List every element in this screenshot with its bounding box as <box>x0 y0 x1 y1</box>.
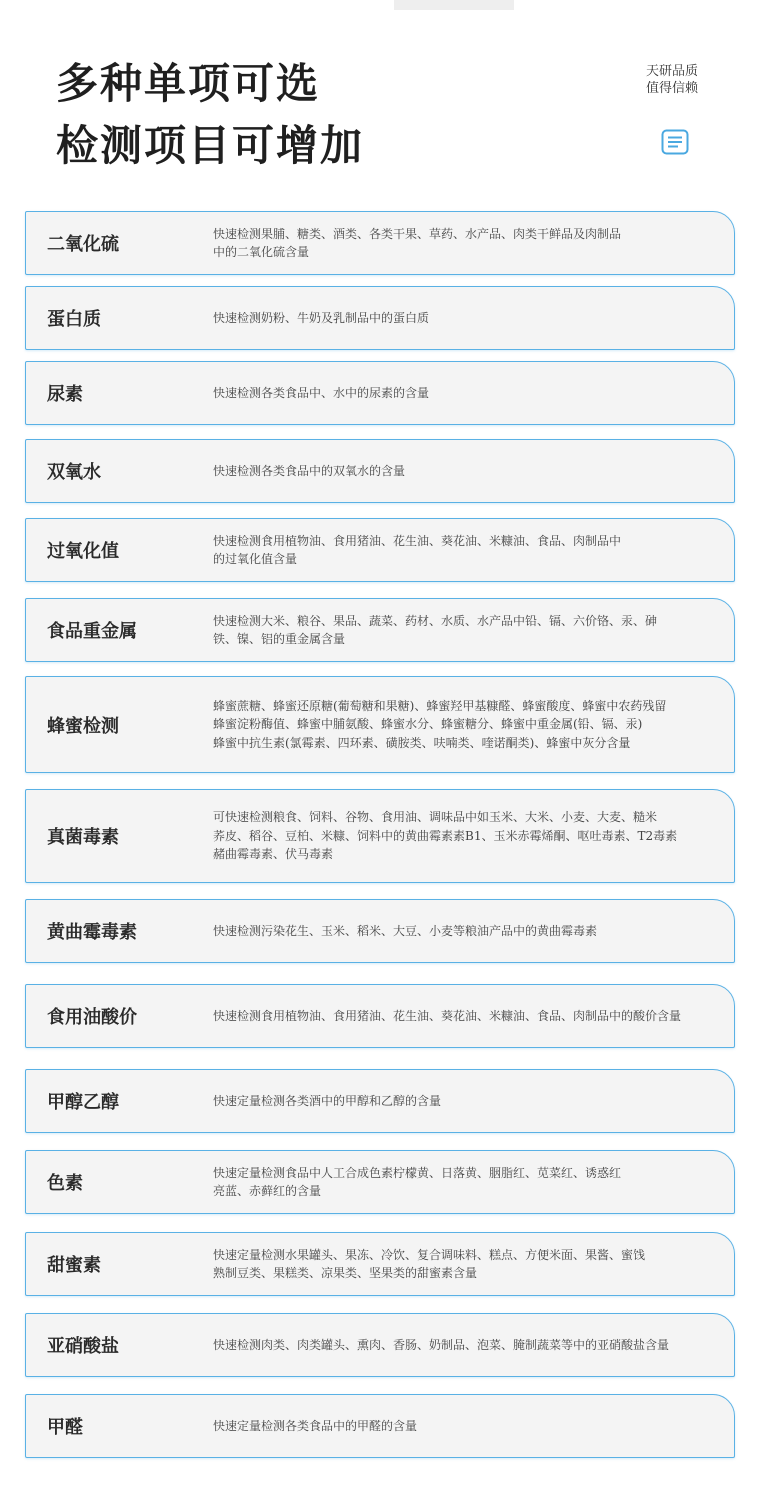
description-line: 快速检测大米、粮谷、果品、蔬菜、药材、水质、水产品中铅、镉、六价铬、汞、砷 <box>213 613 658 628</box>
test-item-card <box>25 1069 735 1133</box>
description-line: 快速检测污染花生、玉米、稻米、大豆、小麦等粮油产品中的黄曲霉毒素 <box>213 923 598 938</box>
description-line: 蜂蜜中抗生素(氯霉素、四环素、磺胺类、呋喃类、喹诺酮类)、蜂蜜中灰分含量 <box>213 735 631 750</box>
test-item-description <box>213 1007 681 1026</box>
description-line: 蜂蜜淀粉酶值、蜂蜜中脯氨酸、蜂蜜水分、蜂蜜糖分、蜂蜜中重金属(铅、镉、汞) <box>213 717 643 732</box>
test-item-name: 色素 <box>47 1173 83 1194</box>
test-item-name: 黄曲霉毒素 <box>47 922 137 943</box>
test-item-description <box>213 384 429 403</box>
test-item-card <box>25 1394 735 1458</box>
test-item-description <box>213 697 666 753</box>
test-item-card <box>25 676 735 773</box>
test-item-description <box>213 808 677 864</box>
top-tab <box>394 0 514 10</box>
description-line: 快速检测果脯、糖类、酒类、各类干果、草药、水产品、肉类干鲜品及肉制品 <box>213 226 622 241</box>
description-line: 荞皮、稻谷、豆柏、米糠、饲料中的黄曲霉素素B1、玉米赤霉烯酮、呕吐毒素、T2毒素 <box>213 828 678 843</box>
test-item-card <box>25 1232 735 1296</box>
description-line: 赭曲霉毒素、伏马毒素 <box>213 847 334 862</box>
test-item-card <box>25 1150 735 1214</box>
test-item-name: 食品重金属 <box>47 621 137 642</box>
test-item-card <box>25 899 735 963</box>
test-item-card <box>25 1313 735 1377</box>
test-item-name: 甲醛 <box>47 1417 83 1438</box>
test-item-description <box>213 225 621 262</box>
description-line: 快速检测肉类、肉类罐头、熏肉、香肠、奶制品、泡菜、腌制蔬菜等中的亚硝酸盐含量 <box>213 1337 670 1352</box>
description-line: 快速定量检测各类食品中的甲醛的含量 <box>213 1418 418 1433</box>
test-item-name: 二氧化硫 <box>47 234 119 255</box>
test-item-description <box>213 1246 645 1283</box>
description-line: 快速定量检测食品中人工合成色素柠檬黄、日落黄、胭脂红、苋菜红、诱惑红 <box>213 1165 622 1180</box>
title-line-1: 多种单项可选 <box>56 59 321 108</box>
description-line: 快速定量检测各类酒中的甲醇和乙醇的含量 <box>213 1093 442 1108</box>
description-line: 亮蓝、赤藓红的含量 <box>213 1184 322 1198</box>
test-item-name: 食用油酸价 <box>47 1007 137 1028</box>
description-line: 的过氧化值含量 <box>213 552 298 566</box>
test-item-description <box>213 922 597 941</box>
test-item-description <box>213 612 657 649</box>
test-item-name: 过氧化值 <box>47 541 119 562</box>
test-item-name: 双氧水 <box>47 462 101 483</box>
description-line: 铁、镍、铝的重金属含量 <box>213 632 346 646</box>
test-item-card <box>25 518 735 582</box>
test-item-card <box>25 598 735 662</box>
test-item-description <box>213 1417 417 1436</box>
description-line: 中的二氧化硫含量 <box>213 245 310 259</box>
test-item-name: 甜蜜素 <box>47 1255 101 1276</box>
test-item-description <box>213 1092 441 1111</box>
description-line: 快速定量检测水果罐头、果冻、冷饮、复合调味料、糕点、方便米面、果酱、蜜饯 <box>213 1247 646 1262</box>
test-item-card <box>25 286 735 350</box>
page-header <box>56 56 364 174</box>
description-line: 熟制豆类、果糕类、凉果类、坚果类的甜蜜素含量 <box>213 1266 478 1280</box>
test-item-card <box>25 789 735 883</box>
test-item-name: 亚硝酸盐 <box>47 1336 119 1357</box>
test-item-description <box>213 1164 621 1201</box>
title-line-2: 检测项目可增加 <box>56 121 365 170</box>
test-item-name: 甲醇乙醇 <box>47 1092 119 1113</box>
tagline-line-1: 天研品质 <box>646 64 699 79</box>
test-item-description <box>213 532 621 569</box>
tagline-line-2: 值得信赖 <box>646 81 699 96</box>
description-line: 可快速检测粮食、饲料、谷物、食用油、调味品中如玉米、大米、小麦、大麦、糙米 <box>213 810 658 825</box>
description-line: 快速检测各类食品中的双氧水的含量 <box>213 463 406 478</box>
menu-list-icon[interactable] <box>661 129 689 155</box>
test-item-description <box>213 462 405 481</box>
description-line: 蜂蜜蔗糖、蜂蜜还原糖(葡萄糖和果糖)、蜂蜜羟甲基糠醛、蜂蜜酸度、蜂蜜中农药残留 <box>213 698 667 713</box>
test-item-name: 蜂蜜检测 <box>47 715 119 737</box>
test-item-description <box>213 1336 669 1355</box>
description-line: 快速检测食用植物油、食用猪油、花生油、葵花油、米糠油、食品、肉制品中的酸价含量 <box>213 1008 682 1023</box>
test-item-card <box>25 984 735 1048</box>
test-item-description <box>213 309 429 328</box>
test-item-name: 尿素 <box>47 384 83 405</box>
description-line: 快速检测各类食品中、水中的尿素的含量 <box>213 385 430 400</box>
test-item-name: 真菌毒素 <box>47 827 119 848</box>
test-item-card <box>25 211 735 275</box>
test-item-name: 蛋白质 <box>47 309 101 330</box>
tagline <box>646 63 716 97</box>
test-item-card <box>25 439 735 503</box>
description-line: 快速检测食用植物油、食用猪油、花生油、葵花油、米糠油、食品、肉制品中 <box>213 533 622 548</box>
description-line: 快速检测奶粉、牛奶及乳制品中的蛋白质 <box>213 310 430 325</box>
test-item-card <box>25 361 735 425</box>
